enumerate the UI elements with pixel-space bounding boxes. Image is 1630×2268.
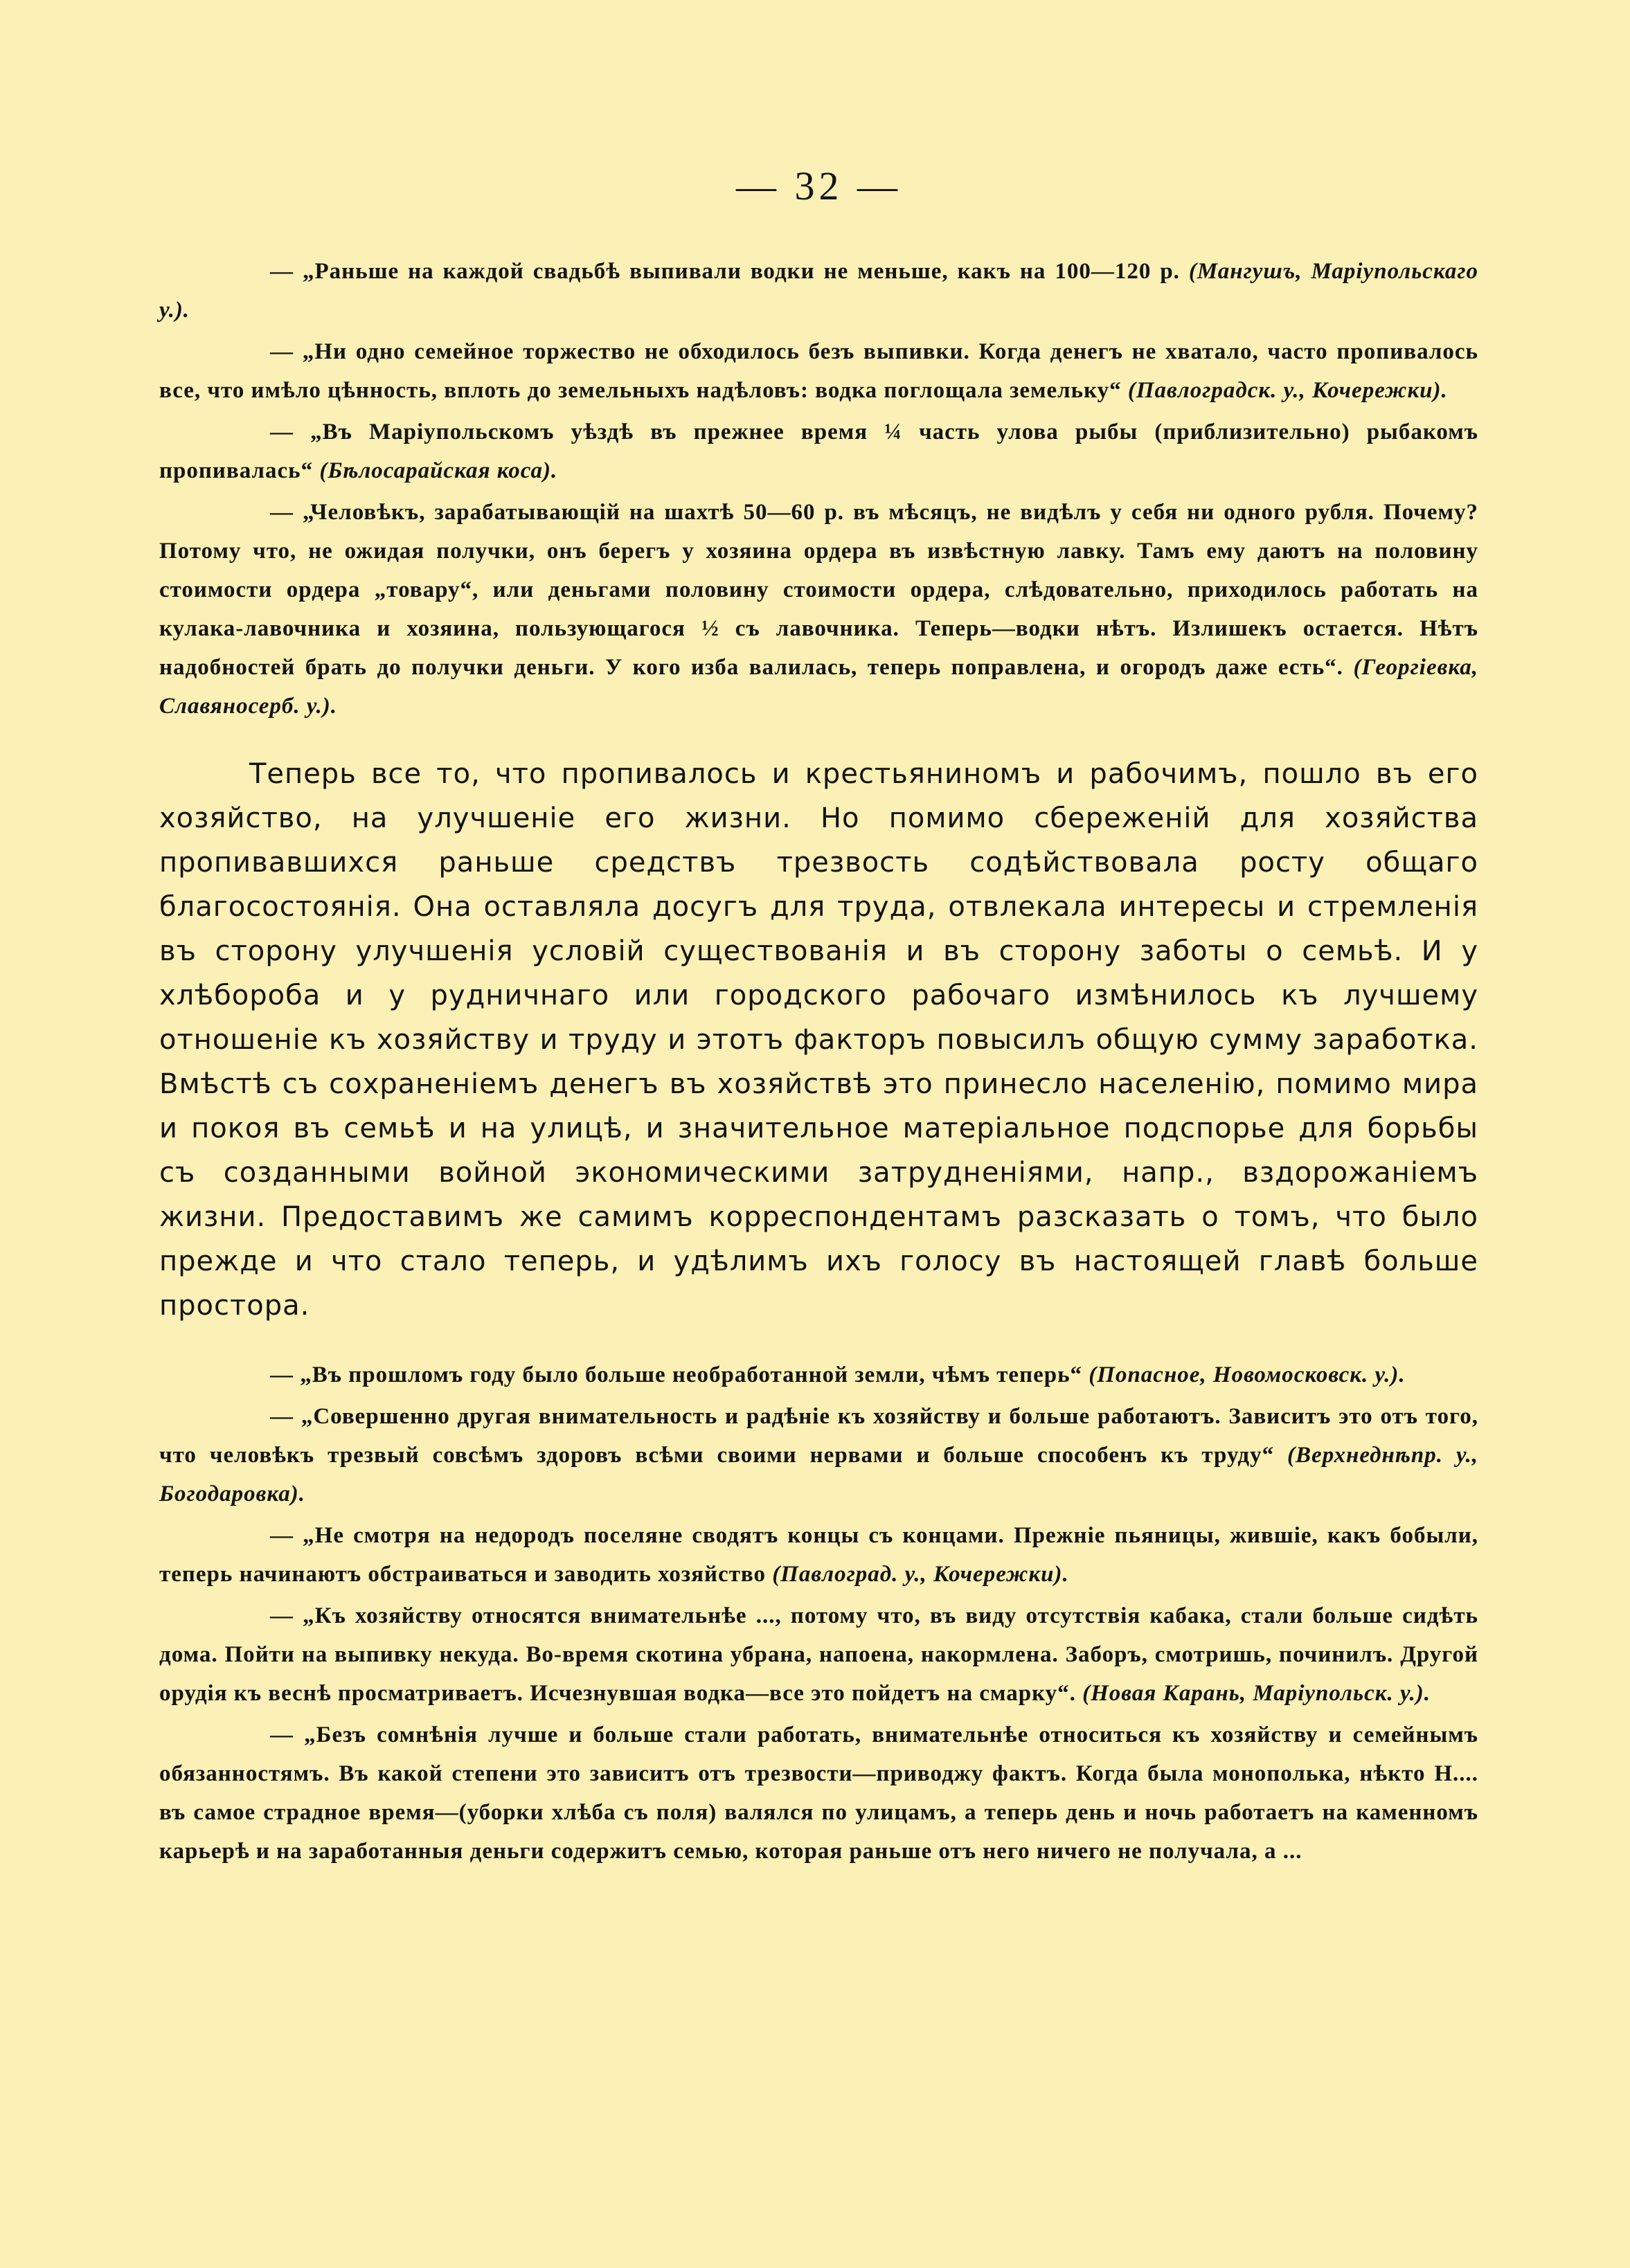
quote-source: (Павлоград. у., Кочережки). — [772, 1562, 1069, 1587]
quote-source: (Павлоградск. у., Кочережки). — [1127, 378, 1448, 403]
quote-popasnoe — [159, 1356, 1478, 1394]
quote-text: — „Въ Маріупольскомъ уѣздѣ въ прежнее время ¼ часть улова рыбы (приблизительно) рыбакомъ пропивалась“ — [159, 420, 1478, 483]
quote-belosarayskaya — [159, 413, 1478, 490]
quote-novaya-karan — [159, 1596, 1478, 1713]
quote-kocherezhki-2 — [159, 1516, 1478, 1594]
quote-text: — „Не смотря на недородъ поселяне сводятъ концы съ концами. Прежніе пьяницы, жившіе, какъ бобыли, теперь начинаютъ обстраиваться и заводить хозяйство — [159, 1523, 1478, 1587]
document-page — [159, 163, 1478, 1873]
quote-source: (Георгіевка, Славяносерб. у.). — [159, 655, 1479, 719]
main-paragraph: Теперь все то, что пропивалось и крестьяниномъ и рабочимъ, пошло въ его хозяйство, на улучшеніе его жизни. Но помимо сбереженій для хозяйства пропивавшихся раньше средствъ трезвость содѣйствовала росту общаго благосостоянія. Она оставляла досугъ для труда, отвлекала интересы и стремленія въ сторону улучшенія условій существованія и въ сторону заботы о семьѣ. И у хлѣбороба и у рудничнаго или городского рабочаго измѣнилось къ лучшему отношеніе къ хозяйству и труду и этотъ факторъ повысилъ общую сумму заработка. Вмѣстѣ съ сохраненіемъ денегъ въ хозяйствѣ это принесло населенію, помимо мира и покоя въ семьѣ и на улицѣ, и значительное матеріальное подспорье для борьбы съ созданными войной экономическими затрудненіями, напр., вздорожаніемъ жизни. Предоставимъ же самимъ корреспондентамъ разсказать о томъ, что было прежде и что стало теперь, и удѣлимъ ихъ голосу въ настоящей главѣ больше простора. — [159, 758, 1478, 1322]
quote-text: — „Безъ сомнѣнія лучше и больше стали работать, внимательнѣе относиться къ хозяйству и семейнымъ обязанностямъ. Въ какой степени это зависитъ отъ трезвости—приводжу фактъ. Когда была монополька, нѣкто Н.... въ самое страдное время—(уборки хлѣба съ поля) валялся по улицамъ, а теперь день и ночь работаетъ на каменномъ карьерѣ и на заработанныя деньги содержитъ семью, которая раньше отъ него ничего не получала, а ... — [159, 1722, 1478, 1864]
quote-kocherezhki — [159, 332, 1478, 410]
quote-text: — „Раньше на каждой свадьбѣ выпивали водки не меньше, какъ на 100—120 р. — [270, 259, 1180, 284]
quote-source: (Мангушъ, Маріупольскаго у.). — [159, 259, 1479, 323]
quote-bogodarovka — [159, 1397, 1478, 1513]
page-number: — 32 — — [736, 163, 902, 208]
quote-source: (Верхнеднѣпр. у., Богодаровка). — [159, 1443, 1479, 1506]
quote-source: (Новая Карань, Маріупольск. у.). — [1082, 1681, 1431, 1706]
quote-text: — „Ни одно семейное торжество не обходилось безъ выпивки. Когда денегъ не хватало, часто пропивалось все, что имѣло цѣнность, вплоть до земельныхъ надѣловъ: водка поглощала земельку“ — [159, 339, 1478, 403]
quote-georgievka — [159, 493, 1478, 726]
quote-source: (Бѣлосарайская коса). — [319, 458, 558, 483]
quote-text: — „Въ прошломъ году было больше необработанной земли, чѣмъ теперь“ — [270, 1362, 1083, 1387]
quote-text: — „Совершенно другая внимательность и радѣніе къ хозяйству и больше работаютъ. Зависитъ это отъ того, что человѣкъ трезвый совсѣмъ здоровъ всѣми своими нервами и больше способенъ къ труду“ — [159, 1404, 1478, 1468]
quote-mangush — [159, 252, 1478, 330]
quote-monopolka — [159, 1716, 1478, 1871]
quote-text: — „Къ хозяйству относятся внимательнѣе ..., потому что, въ виду отсутствія кабака, стали больше сидѣть дома. Пойти на выпивку некуда. Во-время скотина убрана, напоена, накормлена. Заборъ, смотришь, починилъ. Другой орудія къ веснѣ просматриваетъ. Исчезнувшая водка—все это пойдетъ на смарку“. — [159, 1603, 1478, 1706]
quote-source: (Попасное, Новомосковск. у.). — [1089, 1362, 1406, 1387]
quote-text: — „Человѣкъ, зарабатывающій на шахтѣ 50—60 р. въ мѣсяцъ, не видѣлъ у себя ни одного рубля. Почему? Потому что, не ожидая получки, онъ берегъ у хозяина ордера въ извѣстную лавку. Тамъ ему даютъ на половину стоимости ордера „товару“, или деньгами половину стоимости ордера, слѣдовательно, приходилось работать на кулака-лавочника и хозяина, пользующагося ½ съ лавочника. Теперь—водки нѣтъ. Излишекъ остается. Нѣтъ надобностей брать до получки деньги. У кого изба валилась, теперь поправлена, и огородъ даже есть“. — [159, 500, 1478, 680]
